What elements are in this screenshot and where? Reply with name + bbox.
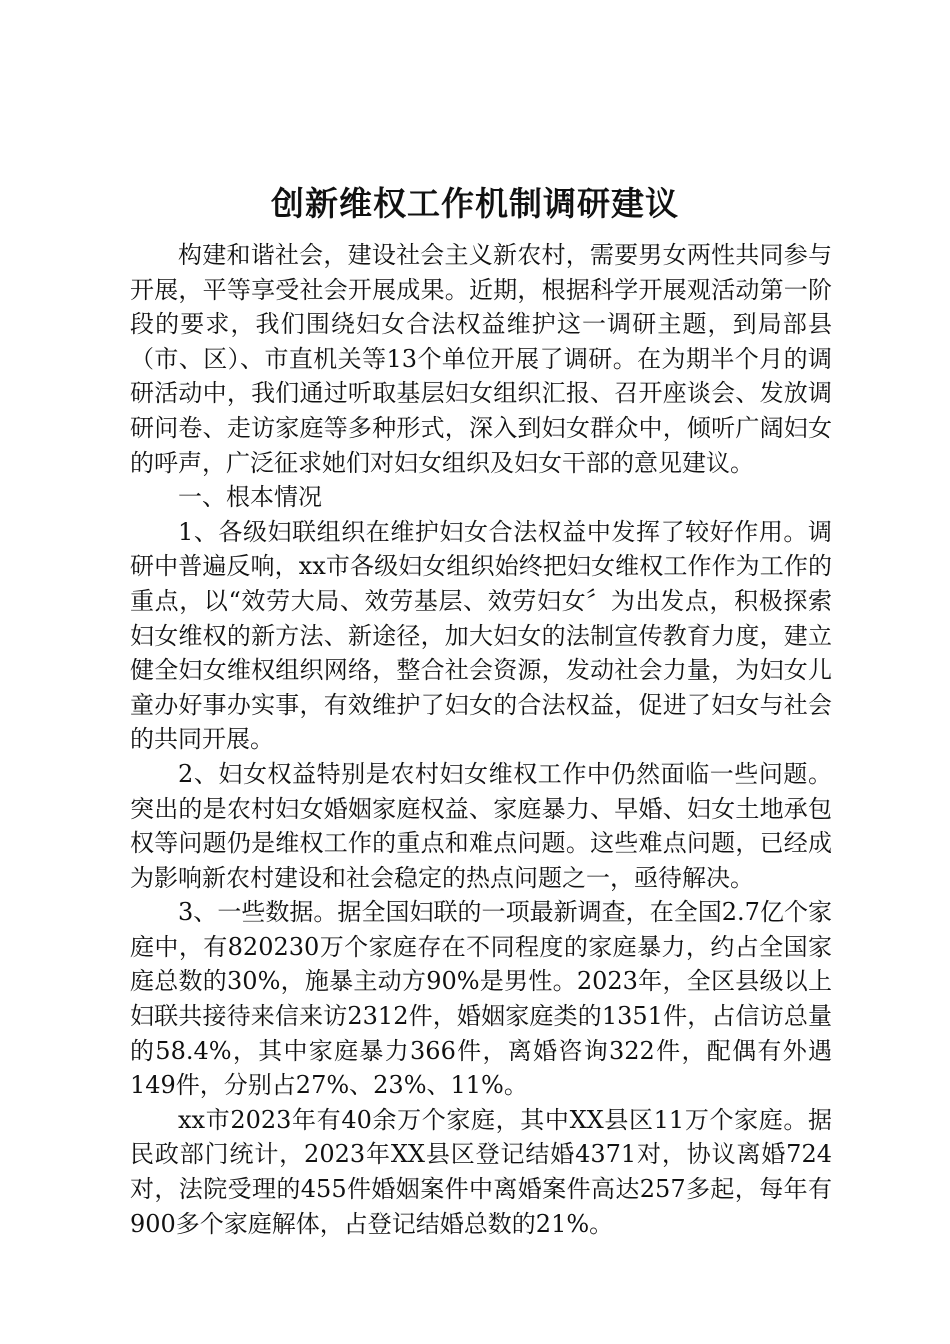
document-title: 创新维权工作机制调研建议 [271, 184, 679, 223]
paragraph-point-1: 1、各级妇联组织在维护妇女合法权益中发挥了较好作用。调研中普遍反响，xx市各级妇女组织始终把妇女维权工作作为工作的重点，以“效劳大局、效劳基层、效劳妇女〞为出发点，积极探索妇女维权的新方法、新途径，加大妇女的法制宣传教育力度，建立健全妇女维权组织网络，整合社会资源，发动社会力量，为妇女儿童办好事办实事，有效维护了妇女的合法权益，促进了妇女与社会的共同开展。 [130, 517, 832, 754]
paragraph-city-data: xx市2023年有40余万个家庭，其中XX县区11万个家庭。据民政部门统计，2023年XX县区登记结婚4371对，协议离婚724对，法院受理的455件婚姻案件中离婚案件高达257多起，每年有900多个家庭解体，占登记结婚总数的21%。 [130, 1105, 832, 1238]
document-body [130, 238, 832, 1241]
paragraph-intro: 构建和谐社会，建设社会主义新农村，需要男女两性共同参与开展，平等享受社会开展成果。近期，根据科学开展观活动第一阶段的要求，我们围绕妇女合法权益维护这一调研主题，到局部县（市、区）、市直机关等13个单位开展了调研。在为期半个月的调研活动中，我们通过听取基层妇女组织汇报、召开座谈会、发放调研问卷、走访家庭等多种形式，深入到妇女群众中，倾听广阔妇女的呼声，广泛征求她们对妇女组织及妇女干部的意见建议。 [130, 241, 832, 477]
paragraph-point-2: 2、妇女权益特别是农村妇女维权工作中仍然面临一些问题。突出的是农村妇女婚姻家庭权益、家庭暴力、早婚、妇女土地承包权等问题仍是维权工作的重点和难点问题。这些难点问题，已经成为影响新农村建设和社会稳定的热点问题之一，亟待解决。 [130, 759, 832, 892]
paragraph-point-3: 3、一些数据。据全国妇联的一项最新调查，在全国2.7亿个家庭中，有820230万个家庭存在不同程度的家庭暴力，约占全国家庭总数的30%，施暴主动方90%是男性。2023年，全区县级以上妇联共接待来信来访2312件，婚姻家庭类的1351件，占信访总量的58.4%，其中家庭暴力366件，离婚咨询322件，配偶有外遇149件，分别占27%、23%、11%。 [130, 898, 832, 1100]
section-heading-basic-situation: 一、根本情况 [178, 483, 322, 512]
